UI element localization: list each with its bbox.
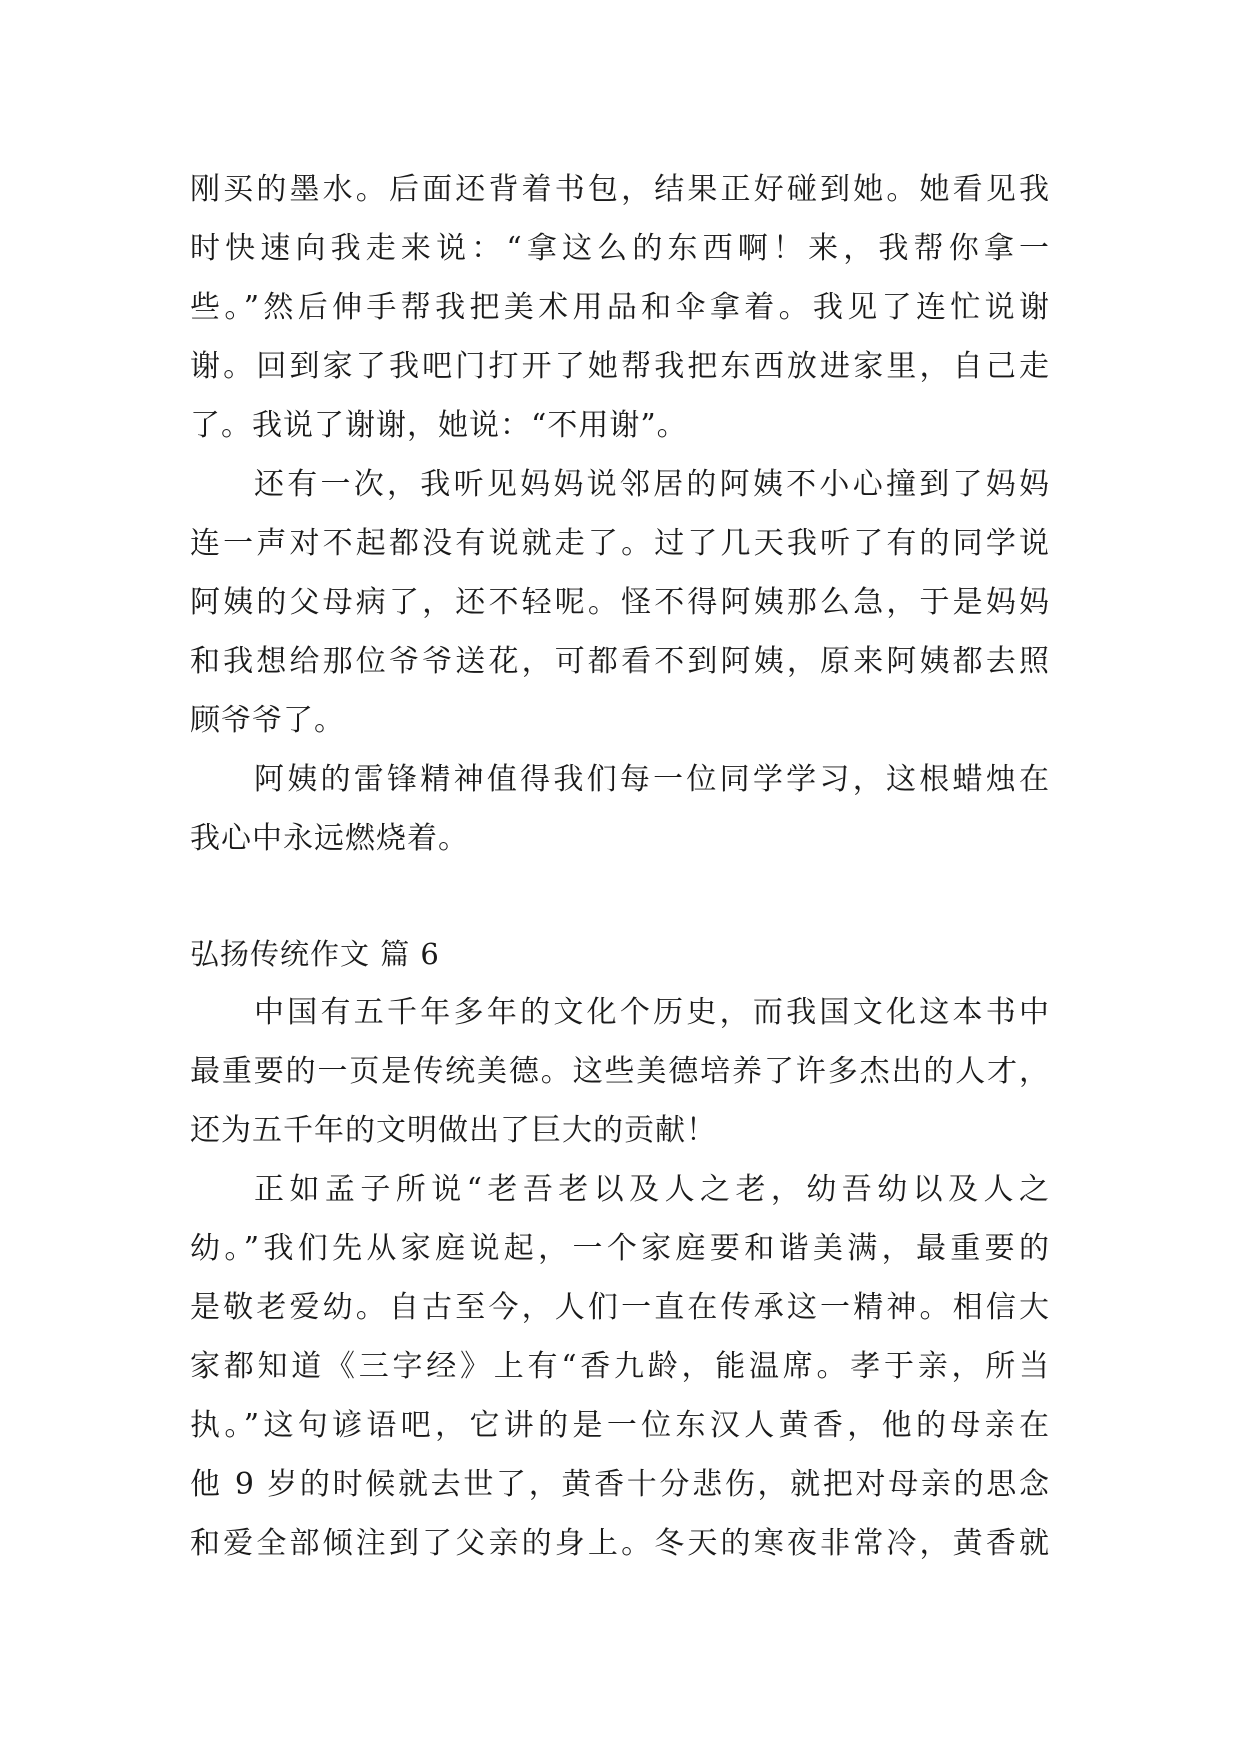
text-line: 时快速向我走来说：“拿这么的东西啊！来，我帮你拿一 xyxy=(190,231,1050,266)
text-line: 些。”然后伸手帮我把美术用品和伞拿着。我见了连忙说谢 xyxy=(190,290,1050,325)
text-line: 还为五千年的文明做出了巨大的贡献！ xyxy=(190,1113,717,1148)
text-line: 阿姨的雷锋精神值得我们每一位同学学习，这根蜡烛在 xyxy=(254,762,1050,797)
text-line: 是敬老爱幼。自古至今，人们一直在传承这一精神。相信大 xyxy=(190,1290,1050,1325)
text-line: 幼。”我们先从家庭说起，一个家庭要和谐美满，最重要的 xyxy=(190,1231,1050,1266)
text-line: 谢。回到家了我吧门打开了她帮我把东西放进家里，自己走 xyxy=(190,349,1050,384)
text-line: 执。”这句谚语吧，它讲的是一位东汉人黄香，他的母亲在 xyxy=(190,1408,1050,1443)
text-line: 我心中永远燃烧着。 xyxy=(190,821,469,856)
text-line: 连一声对不起都没有说就走了。过了几天我听了有的同学说 xyxy=(190,526,1050,561)
section-heading: 弘扬传统作文 篇 6 xyxy=(190,937,440,971)
text-line: 家都知道《三字经》上有“香九龄，能温席。孝于亲，所当 xyxy=(190,1349,1050,1384)
text-line: 和我想给那位爷爷送花，可都看不到阿姨，原来阿姨都去照 xyxy=(190,644,1050,679)
text-line: 顾爷爷了。 xyxy=(190,703,345,738)
text-line: 正如孟子所说“老吾老以及人之老，幼吾幼以及人之 xyxy=(254,1172,1050,1207)
text-line: 了。我说了谢谢，她说：“不用谢”。 xyxy=(190,408,688,443)
text-line: 最重要的一页是传统美德。这些美德培养了许多杰出的人才， xyxy=(190,1054,1050,1089)
text-line: 他 9 岁的时候就去世了，黄香十分悲伤，就把对母亲的思念 xyxy=(190,1467,1050,1502)
text-line: 阿姨的父母病了，还不轻呢。怪不得阿姨那么急，于是妈妈 xyxy=(190,585,1050,620)
text-line: 刚买的墨水。后面还背着书包，结果正好碰到她。她看见我 xyxy=(190,172,1050,207)
text-line: 和爱全部倾注到了父亲的身上。冬天的寒夜非常冷，黄香就 xyxy=(190,1526,1050,1561)
text-line: 中国有五千年多年的文化个历史，而我国文化这本书中 xyxy=(254,995,1050,1030)
text-line: 还有一次，我听见妈妈说邻居的阿姨不小心撞到了妈妈 xyxy=(254,467,1050,502)
